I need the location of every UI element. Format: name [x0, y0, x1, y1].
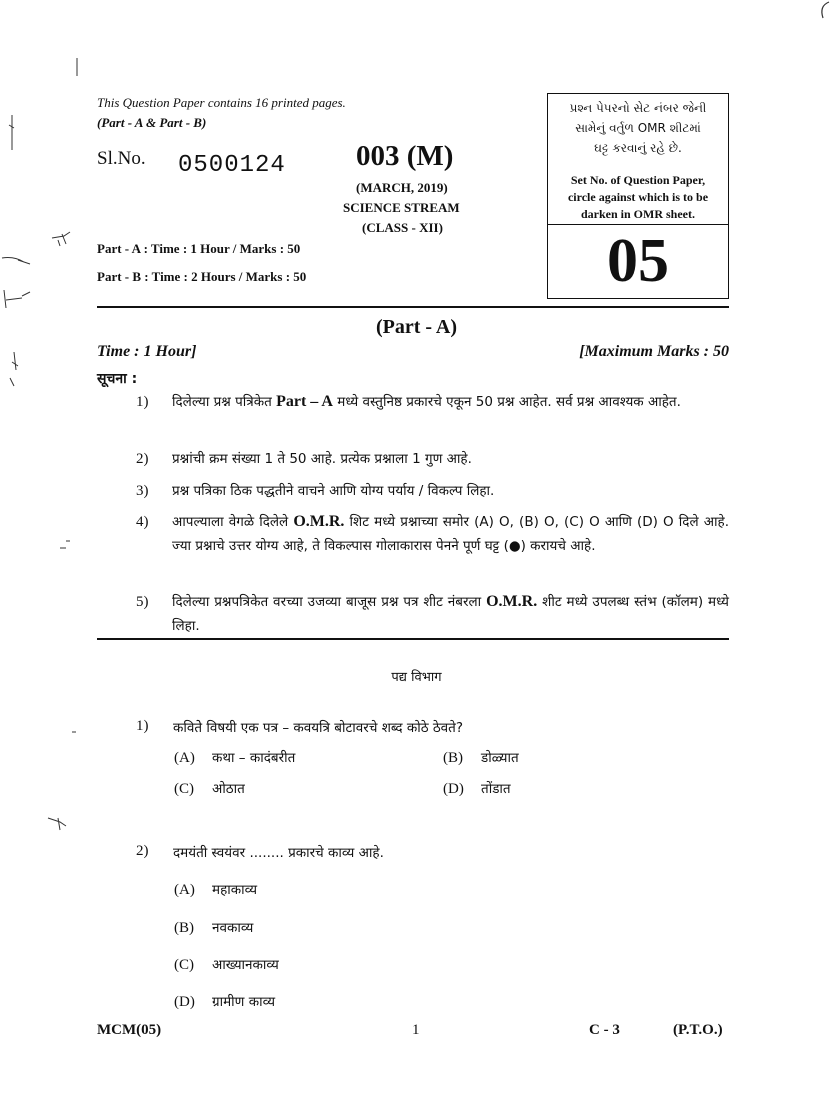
header-rule [97, 306, 729, 308]
exam-month: (MARCH, 2019) [356, 180, 448, 195]
option-text: कथा – कादंबरीत [212, 750, 296, 766]
class-label: (CLASS - XII) [362, 220, 443, 235]
option-label: (A) [174, 750, 195, 766]
instruction-text: दिलेल्या प्रश्न पत्रिकेत [172, 394, 277, 410]
instruction-text: प्रश्नांची क्रम संख्या 1 ते 50 आहे. प्रत्येक प्रश्नाला 1 गुण आहे. [172, 451, 472, 467]
option-text: तोंडात [481, 781, 511, 797]
instruction-bold: O.M.R. [486, 593, 538, 610]
part-a-heading: (Part - A) [375, 316, 458, 338]
question-2 [136, 843, 384, 861]
instruction-bold: O.M.R. [293, 513, 345, 530]
english-line: Set No. of Question Paper, [570, 173, 706, 187]
instructions-label: सूचना : [97, 371, 138, 387]
set-number: 05 [607, 227, 669, 295]
set-box-divider [548, 224, 728, 225]
part-b-time: Part - B : Time : 2 Hours / Marks : 50 [97, 269, 307, 284]
footer-sheet: C - 3 [589, 1022, 620, 1038]
instruction-item [136, 510, 729, 558]
question-number: 2) [136, 843, 149, 859]
option-text: आख्यानकाव्य [212, 957, 279, 973]
option-text: ओठात [212, 781, 245, 797]
question-text: कवितेे विषयी एक पत्र – कवयत्रि बोटावरचे शब्द कोठे ठेवते? [173, 720, 464, 736]
part-a-time: Part - A : Time : 1 Hour / Marks : 50 [97, 241, 301, 256]
option-text: महाकाव्य [212, 882, 258, 898]
option-label: (B) [443, 750, 463, 766]
scan-marks [0, 0, 90, 1099]
option-label: (D) [174, 994, 195, 1010]
serial-number: 0500124 [178, 152, 286, 179]
stream-label: SCIENCE STREAM [343, 200, 460, 215]
question-text: दमयंती स्वयंवर ........ प्रकारचे काव्य आहे. [173, 845, 384, 861]
parts-note: (Part - A & Part - B) [97, 115, 207, 130]
footer-pto: (P.T.O.) [673, 1022, 723, 1038]
gujarati-line: પ્રશ્ન પેપરનો સેટ નંબર જેની [569, 101, 707, 115]
option [174, 918, 253, 937]
instruction-number: 5) [136, 594, 149, 610]
option-label: (C) [174, 957, 194, 973]
instruction-text: प्रश्न पत्रिका ठिक पद्धतीने वाचने आणि योग्य पर्याय / विकल्प लिहा. [172, 483, 495, 499]
pages-note: This Question Paper contains 16 printed pages. [97, 95, 346, 110]
option-label: (D) [443, 781, 464, 797]
instruction-item [136, 390, 729, 414]
page-number: 1 [412, 1022, 420, 1038]
option [174, 992, 275, 1011]
instruction-text: शिट मध्ये प्रश्नाच्या समोर (A) O, (B) O, (C) O आणि (D) O दिले आहे. ज्या प्रश्नाचे उत्तर योग्य आहे, ते विकल्पास गोलाकारास पेनने पूर्ण घट्ट (●) करायचे आहे. [172, 514, 730, 554]
instruction-item [136, 479, 729, 503]
option [174, 748, 295, 767]
serial-label: Sl.No. [97, 148, 146, 169]
instruction-number: 3) [136, 483, 149, 499]
part-a-time-label: Time : 1 Hour] [97, 343, 197, 360]
option [174, 955, 279, 974]
instruction-text: शीट मध्ये उपलब्ध स्तंभ (कॉलम) मध्ये लिहा. [172, 594, 729, 634]
question-number: 1) [136, 718, 149, 734]
option-label: (C) [174, 781, 194, 797]
option [174, 880, 257, 899]
footer-code: MCM(05) [97, 1022, 162, 1038]
set-box-english-note [548, 172, 728, 222]
part-a-max-marks: [Maximum Marks : 50 [579, 343, 729, 360]
paper-code: 003 (M) [356, 140, 454, 172]
option-text: ग्रामीण काव्य [212, 994, 276, 1010]
gujarati-line: ઘટ્ટ કરવાનું રહે છે. [594, 141, 682, 155]
option-label: (B) [174, 920, 194, 936]
instruction-bold: Part – A [276, 393, 333, 410]
instruction-text: मध्ये वस्तुनिष्ठ प्रकारचे एकून 50 प्रश्न आहेत. सर्व प्रश्न आवश्यक आहेत. [332, 394, 681, 410]
instruction-item [136, 447, 729, 471]
instruction-number: 4) [136, 514, 149, 530]
instruction-text: दिलेल्या प्रश्नपत्रिकेत वरच्या उजव्या बाजूस प्रश्न पत्र शीट नंबरला [172, 594, 487, 610]
gujarati-line: સામેનું વર્તુળ OMR શીટમાં [575, 121, 701, 135]
option-text: डोळ्यात [481, 750, 519, 766]
english-line: circle against which is to be [567, 190, 709, 204]
option [443, 748, 519, 767]
question-1 [136, 718, 463, 736]
instruction-text: आपल्याला वेगळे दिलेले [172, 514, 294, 530]
english-line: darken in OMR sheet. [581, 207, 695, 221]
instruction-number: 1) [136, 394, 149, 410]
option-text: नवकाव्य [212, 920, 254, 936]
set-box-gujarati-note [548, 94, 728, 174]
instruction-item [136, 590, 729, 638]
section-title: पद्य विभाग [391, 670, 442, 685]
option [174, 779, 245, 798]
set-number-box [547, 93, 729, 299]
corner-mark [805, 0, 833, 30]
instructions-rule [97, 638, 729, 640]
instruction-number: 2) [136, 451, 149, 467]
option-label: (A) [174, 882, 195, 898]
option [443, 779, 511, 798]
